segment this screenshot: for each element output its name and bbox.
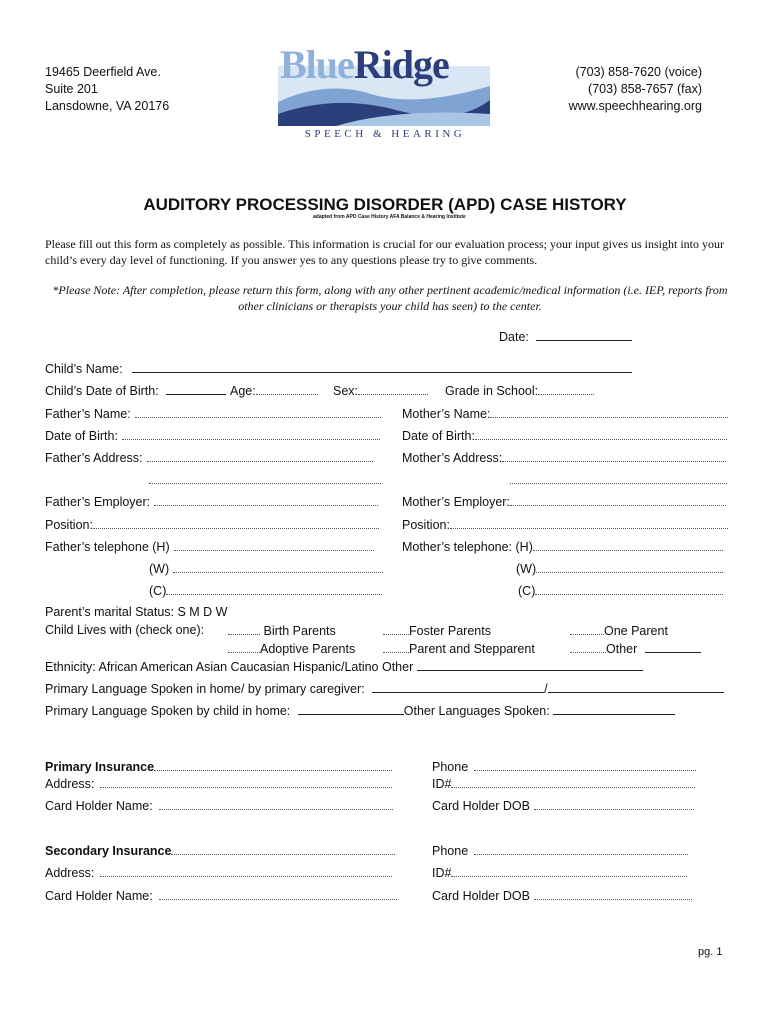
one-parent-label: One Parent <box>604 624 668 638</box>
option-adoptive-parents[interactable] <box>228 641 355 657</box>
primary-language-home-field[interactable] <box>372 681 544 693</box>
fathers-cell-phone-label: (C) <box>149 584 167 598</box>
fathers-cell-phone-field[interactable] <box>166 583 382 595</box>
father-dob-field[interactable] <box>122 428 380 440</box>
other-label: Other <box>606 642 638 656</box>
fathers-name-row <box>45 406 381 422</box>
secondary-id-label: ID# <box>432 866 452 880</box>
website: www.speechhearing.org <box>568 99 702 113</box>
secondary-card-holder-field[interactable] <box>159 888 397 900</box>
mothers-home-phone-field[interactable] <box>533 539 723 551</box>
option-foster-parents[interactable] <box>383 623 491 639</box>
primary-insurance-label: Primary Insurance <box>45 760 155 774</box>
primary-language-child-row <box>45 703 675 719</box>
other-check[interactable] <box>570 641 606 653</box>
form-title: AUDITORY PROCESSING DISORDER (APD) CASE HISTORY <box>143 195 627 214</box>
mothers-cell-phone-field[interactable] <box>535 583 723 595</box>
foster-parents-check[interactable] <box>383 623 409 635</box>
fathers-telephone-label: Father’s telephone (H) <box>45 540 170 554</box>
foster-parents-label: Foster Parents <box>409 624 491 638</box>
adoptive-parents-check[interactable] <box>228 641 260 653</box>
secondary-card-holder-row <box>45 888 397 904</box>
note-text: *Please Note: After completion, please return this form, along with any other pertinent academic/medical information (i.e. IEP, reports from other clinicians or therapists your child has seen) to the center. <box>52 283 728 313</box>
childs-name-label: Child’s Name: <box>45 362 123 376</box>
option-birth-parents[interactable] <box>228 623 336 639</box>
primary-language-child-field[interactable] <box>298 703 404 715</box>
father-position-label: Position: <box>45 518 93 532</box>
secondary-phone-label: Phone <box>432 844 469 858</box>
phone-fax: (703) 858-7657 (fax) <box>588 82 702 96</box>
father-dob-label: Date of Birth: <box>45 429 118 443</box>
primary-insurance-field[interactable] <box>154 759 392 771</box>
mother-dob-label: Date of Birth: <box>402 429 475 443</box>
secondary-id-field[interactable] <box>451 865 687 877</box>
date-field[interactable] <box>536 329 632 341</box>
sex-field[interactable] <box>358 383 428 395</box>
primary-language-home-row: Primary Language Spoken in home/ by primary caregiver: / <box>45 681 724 697</box>
option-other[interactable] <box>570 641 701 657</box>
grade-label: Grade in School: <box>445 384 539 398</box>
fathers-telephone-row <box>45 539 374 555</box>
mothers-name-field[interactable] <box>490 406 728 418</box>
mothers-address-label: Mother’s Address: <box>402 451 503 465</box>
primary-card-holder-field[interactable] <box>159 798 393 810</box>
fathers-address-line2-row <box>149 472 381 488</box>
mothers-work-phone-row <box>516 561 723 577</box>
birth-parents-label: Birth Parents <box>263 624 336 638</box>
childs-dob-row <box>45 383 226 399</box>
secondary-address-row <box>45 865 392 881</box>
mothers-address-line2-field[interactable] <box>510 472 727 484</box>
address-line-3: Lansdowne, VA 20176 <box>45 99 170 113</box>
one-parent-check[interactable] <box>570 623 604 635</box>
grade-field[interactable] <box>538 383 594 395</box>
address-line-1: 19465 Deerfield Ave. <box>45 65 161 79</box>
mothers-employer-label: Mother’s Employer: <box>402 495 510 509</box>
primary-card-holder-row <box>45 798 393 814</box>
childs-dob-field[interactable] <box>166 383 226 395</box>
other-field[interactable] <box>645 641 701 653</box>
secondary-phone-row <box>432 843 688 859</box>
primary-phone-field[interactable] <box>474 759 696 771</box>
fathers-home-phone-field[interactable] <box>174 539 374 551</box>
primary-address-field[interactable] <box>100 776 392 788</box>
birth-parents-check[interactable] <box>228 623 260 635</box>
logo-ridge-text: Ridge <box>353 42 449 87</box>
mother-position-label: Position: <box>402 518 450 532</box>
mother-dob-row <box>402 428 727 444</box>
primary-phone-label: Phone <box>432 760 469 774</box>
mother-dob-field[interactable] <box>475 428 727 440</box>
primary-caregiver-language-field[interactable] <box>548 681 724 693</box>
childs-name-field[interactable] <box>132 361 632 373</box>
primary-card-holder-dob-field[interactable] <box>534 798 694 810</box>
primary-card-holder-dob-row <box>432 798 694 814</box>
mothers-employer-field[interactable] <box>510 494 726 506</box>
mothers-address-line2-row <box>510 472 727 488</box>
primary-card-holder-label: Card Holder Name: <box>45 799 153 813</box>
father-position-field[interactable] <box>93 517 379 529</box>
primary-id-row <box>432 776 695 792</box>
fathers-address-line2-field[interactable] <box>149 472 381 484</box>
fathers-address-row <box>45 450 373 466</box>
option-one-parent[interactable] <box>570 623 668 639</box>
secondary-card-holder-dob-field[interactable] <box>534 888 692 900</box>
primary-card-holder-dob-label: Card Holder DOB <box>432 799 530 813</box>
primary-insurance-row <box>45 759 392 775</box>
secondary-address-field[interactable] <box>100 865 392 877</box>
ethnicity-label: Ethnicity: African American Asian Caucasian Hispanic/Latino Other <box>45 660 414 674</box>
mothers-cell-phone-label: (C) <box>518 584 536 598</box>
parent-stepparent-label: Parent and Stepparent <box>409 642 535 656</box>
secondary-id-row <box>432 865 687 881</box>
primary-language-child-label: Primary Language Spoken by child in home: <box>45 704 291 718</box>
ethnicity-row[interactable] <box>45 659 643 675</box>
mothers-address-field[interactable] <box>502 450 726 462</box>
age-field[interactable] <box>256 383 318 395</box>
form-subtitle: adapted from APD Case History AFA Balance & Hearing Institute <box>313 214 466 220</box>
ethnicity-other-field[interactable] <box>417 659 643 671</box>
primary-address-label: Address: <box>45 777 95 791</box>
mothers-name-label: Mother’s Name: <box>402 407 491 421</box>
intro-text: Please fill out this form as completely as possible. This information is crucial for our evaluation process; your input gives us insight into your child’s every day level of functioning. If you answer yes to any questions please try to give comments. <box>45 237 725 267</box>
page-number: pg. 1 <box>698 946 723 958</box>
primary-language-home-label: Primary Language Spoken in home/ by primary caregiver: <box>45 682 365 696</box>
secondary-card-holder-label: Card Holder Name: <box>45 889 153 903</box>
age-label: Age: <box>230 384 256 398</box>
primary-id-field[interactable] <box>451 776 695 788</box>
logo-blue-text: Blue <box>280 42 354 87</box>
lives-with-label: Child Lives with (check one): <box>45 623 205 637</box>
sex-row <box>333 383 428 399</box>
father-dob-row <box>45 428 380 444</box>
fathers-work-phone-field[interactable] <box>173 561 383 573</box>
fathers-employer-label: Father’s Employer: <box>45 495 151 509</box>
clinic-address <box>45 64 169 115</box>
other-languages-field[interactable] <box>553 703 675 715</box>
mothers-employer-row <box>402 494 726 510</box>
mothers-telephone-label: Mother’s telephone: (H) <box>402 540 533 554</box>
fathers-address-label: Father’s Address: <box>45 451 143 465</box>
primary-address-row <box>45 776 392 792</box>
fathers-name-field[interactable] <box>135 406 381 418</box>
mothers-cell-phone-row <box>518 583 723 599</box>
primary-id-label: ID# <box>432 777 452 791</box>
secondary-phone-field[interactable] <box>474 843 688 855</box>
secondary-insurance-row <box>45 843 395 859</box>
mother-position-row <box>402 517 728 533</box>
blueridge-logo <box>276 42 494 146</box>
mothers-telephone-row <box>402 539 723 555</box>
age-row <box>230 383 318 399</box>
secondary-insurance-field[interactable] <box>171 843 395 855</box>
other-languages-label: Other Languages Spoken: <box>403 704 550 718</box>
mothers-work-phone-label: (W) <box>516 562 537 576</box>
fathers-employer-row <box>45 494 378 510</box>
sex-label: Sex: <box>333 384 359 398</box>
secondary-card-holder-dob-label: Card Holder DOB <box>432 889 530 903</box>
option-parent-stepparent[interactable] <box>383 641 535 657</box>
fathers-work-phone-label: (W) <box>149 562 170 576</box>
logo-tagline: SPEECH & HEARING <box>304 128 466 140</box>
fathers-work-phone-row <box>149 561 383 577</box>
fathers-name-label: Father’s Name: <box>45 407 131 421</box>
adoptive-parents-label: Adoptive Parents <box>260 642 356 656</box>
marital-status[interactable]: Parent’s marital Status: S M D W <box>45 605 228 619</box>
address-line-2: Suite 201 <box>45 82 98 96</box>
phone-voice: (703) 858-7620 (voice) <box>575 65 702 79</box>
mother-position-field[interactable] <box>450 517 728 529</box>
mothers-work-phone-field[interactable] <box>536 561 723 573</box>
fathers-address-field[interactable] <box>147 450 373 462</box>
primary-phone-row <box>432 759 696 775</box>
clinic-contact <box>569 64 702 115</box>
fathers-employer-field[interactable] <box>154 494 378 506</box>
grade-row <box>445 383 594 399</box>
mothers-address-row <box>402 450 726 466</box>
father-position-row <box>45 517 379 533</box>
childs-dob-label: Child’s Date of Birth: <box>45 384 159 398</box>
parent-stepparent-check[interactable] <box>383 641 409 653</box>
fathers-cell-phone-row <box>149 583 382 599</box>
secondary-address-label: Address: <box>45 866 95 880</box>
secondary-insurance-label: Secondary Insurance <box>45 844 172 858</box>
date-row <box>499 329 632 345</box>
childs-name-row <box>45 361 632 377</box>
secondary-card-holder-dob-row <box>432 888 692 904</box>
mothers-name-row <box>402 406 728 422</box>
date-label: Date: <box>499 330 529 344</box>
